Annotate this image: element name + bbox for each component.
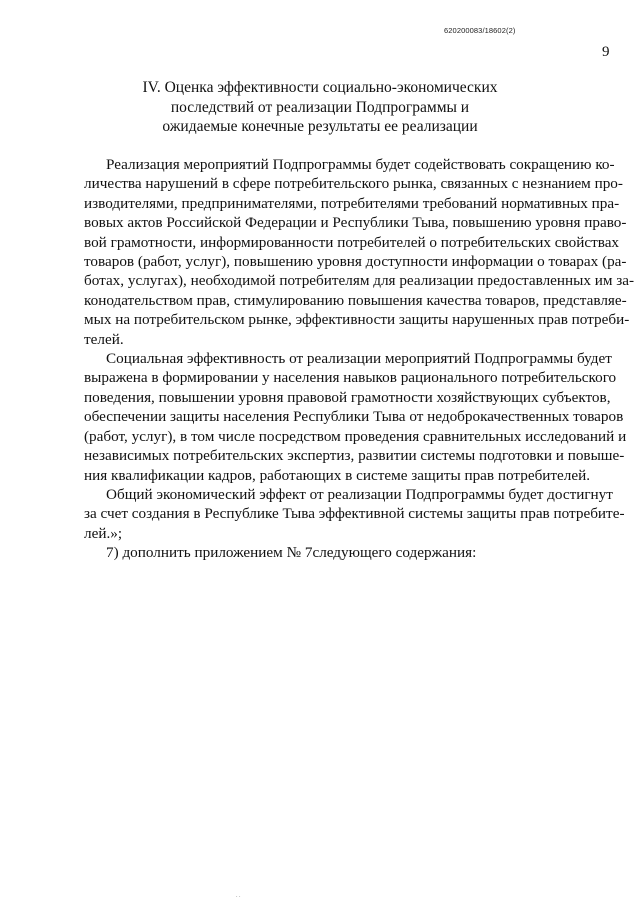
section-title (100, 78, 540, 137)
body-text (84, 155, 635, 563)
text-line: независимых потребительских экспертиз, развитии системы подготовки и повыше- (84, 447, 625, 465)
text-line: Реализация мероприятий Подпрограммы будет содействовать сокращению ко- (106, 156, 615, 173)
text-line: лей.»; (84, 524, 123, 542)
section-title-line: IV. Оценка эффективности социально-экономических (142, 79, 498, 96)
text-line: мых на потребительском рынке, эффективности защиты нарушенных прав потреби- (84, 311, 630, 329)
text-line: вой грамотности, информированности потребителей о потребительских свойствах (84, 233, 620, 251)
page-number: 9 (602, 44, 610, 60)
text-line: телей. (84, 330, 124, 348)
text-line: 7) дополнить приложением № 7следующего содержания: (106, 544, 477, 562)
text-line: ния квалификации кадров, работающих в системе защиты прав потребителей. (84, 466, 591, 484)
section-title-line: последствий от реализации Подпрограммы и (170, 98, 470, 116)
section-title-line: ожидаемые конечные результаты ее реализации (162, 118, 478, 135)
document-code: 620200083/18602(2) (444, 26, 516, 35)
paragraph-2 (84, 349, 627, 485)
text-line: Социальная эффективность от реализации мероприятий Подпрограммы будет (106, 350, 612, 368)
paragraph-4 (84, 543, 604, 562)
text-line: вовых актов Российской Федерации и Республики Тыва, повышению уровня право- (84, 214, 627, 232)
text-line: за счет создания в Республике Тыва эффективной системы защиты прав потребите- (84, 505, 625, 523)
text-line: обеспечении защиты населения Республики Тыва от недоброкачественных товаров (84, 408, 624, 426)
text-line: личества нарушений в сфере потребительского рынка, связанных с незнанием про- (84, 175, 623, 193)
text-line: (работ, услуг), в том числе посредством проведения сравнительных исследований и (84, 427, 627, 445)
text-line: конодательством прав, стимулированию повышения качества товаров, представляе- (84, 291, 627, 309)
text-line: ботах, услугах), необходимой потребителям для реализации предоставленных им за- (84, 272, 635, 290)
text-line: товаров (работ, услуг), повышению уровня доступности информации о товарах (ра- (84, 253, 627, 271)
paragraph-3 (84, 485, 625, 543)
paragraph-1 (84, 155, 635, 349)
footer-mark: . . (236, 893, 241, 899)
text-line: поведения, повышении уровня правовой грамотности хозяйствующих субъектов, (84, 388, 611, 406)
text-line: изводителями, предпринимателями, потребителями требований нормативных пра- (84, 194, 620, 212)
text-line: выражена в формировании у населения навыков рационального потребительского (84, 369, 617, 387)
text-line: Общий экономический эффект от реализации Подпрограммы будет достигнут (106, 485, 613, 503)
